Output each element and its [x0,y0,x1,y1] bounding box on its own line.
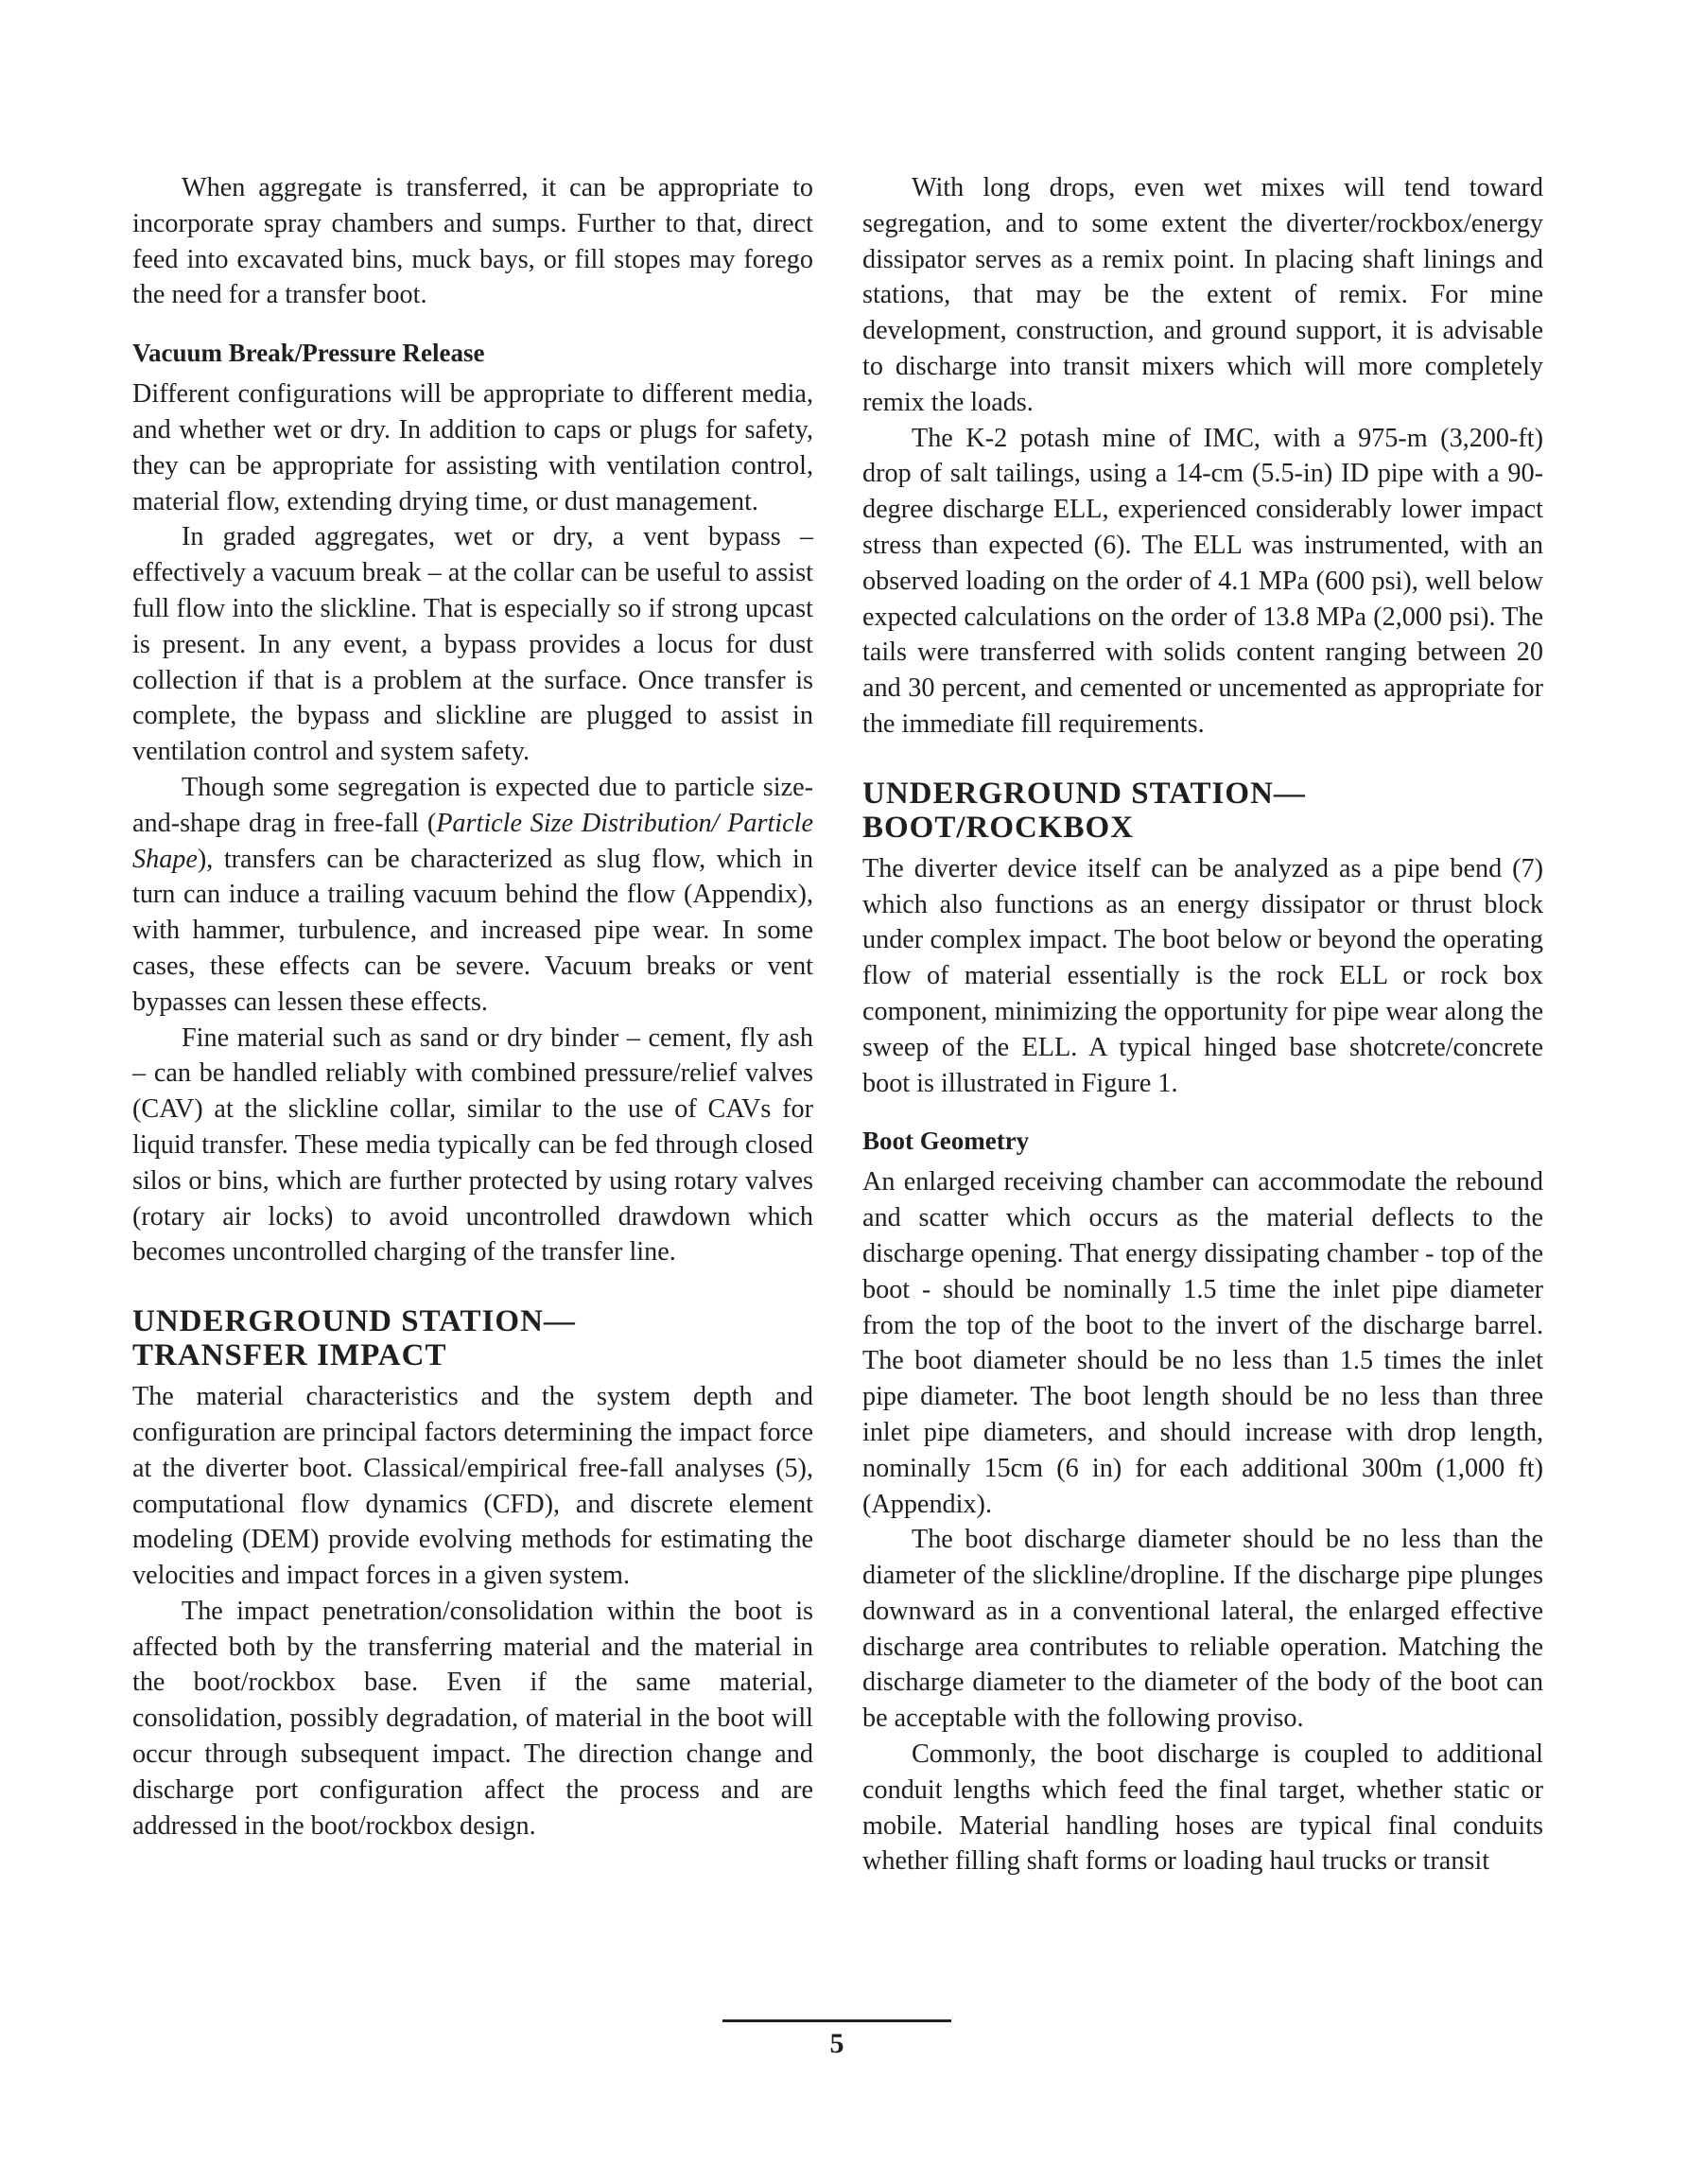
footer-rule [722,2019,951,2022]
paragraph: Different configurations will be appropriate to different media, and whether wet or dry. In addition to caps or plugs for safety, they can be appropriate for assisting with ventilation control, material flow, extending drying time, or dust management. [132,379,813,516]
paragraph: Commonly, the boot discharge is coupled to additional conduit lengths which feed the final target, whether static or mobile. Material handling hoses are typical final conduits whether filling shaft forms or loading haul trucks or transit [862,1739,1543,1877]
section-heading-line: UNDERGROUND STATION— [132,1304,576,1339]
page-number: 5 [829,2028,844,2059]
paragraph-text: Though some segregation is expected due to particle size-and-shape drag in free-fall ( [132,772,813,838]
section-heading-boot-rockbox [862,777,1543,845]
paragraph [132,770,813,1021]
paragraph: When aggregate is transferred, it can be appropriate to incorporate spray chambers and sumps. Further to that, direct feed into excavated bins, muck bays, or fill stopes may forego the need for a transfer boot. [132,173,813,310]
right-column [862,170,1543,1879]
section-heading-line: UNDERGROUND STATION— [862,776,1306,811]
paragraph: In graded aggregates, wet or dry, a vent bypass – effectively a vacuum break – at the collar can be useful to assist full flow into the slickline. That is especially so if strong upcast is present. In any event, a bypass provides a locus for dust collection if that is a problem at the surface. Once transfer is complete, the bypass and slickline are plugged to assist in ventilation control and system safety. [132,522,813,767]
section-heading-transfer-impact [132,1304,813,1372]
paragraph: An enlarged receiving chamber can accommodate the rebound and scatter which occurs as the material deflects to the discharge opening. That energy dissipating chamber - top of the boot - should be nominally 1.5 time the inlet pipe diameter from the top of the boot to the invert of the discharge barrel. The boot diameter should be no less than 1.5 times the inlet pipe diameter. The boot length should be no less than three inlet pipe diameters, and should increase with drop length, nominally 15cm (6 in) for each additional 300m (1,000 ft) (Appendix). [862,1167,1543,1519]
paragraph-italic-text: Particle Size Distribution/ Particle Shape [132,808,813,874]
paragraph-text: ), transfers can be characterized as slug flow, which in turn can induce a trailing vacuum behind the flow (Appendix), with hammer, turbulence, and increased pipe wear. In some cases, these effects can be severe. Vacuum breaks or vent bypasses can lessen these effects. [132,844,813,1017]
paragraph: The diverter device itself can be analyzed as a pipe bend (7) which also functions as an energy dissipator or thrust block under complex impact. The boot below or beyond the operating flow of material essentially is the rock ELL or rock box component, minimizing the opportunity for pipe wear along the sweep of the ELL. A typical hinged base shotcrete/concrete boot is illustrated in Figure 1. [862,853,1543,1098]
paragraph: The impact penetration/consolidation within the boot is affected both by the transferring material and the material in the boot/rockbox base. Even if the same material, consolidation, possibly degradation, of material in the boot will occur through subsequent impact. The direction change and discharge port configuration affect the process and are addressed in the boot/rockbox design. [132,1596,813,1841]
paragraph: The material characteristics and the system depth and configuration are principal factors determining the impact force at the diverter boot. Classical/empirical free-fall analyses (5), computational flow dynamics (CFD), and discrete element modeling (DEM) provide evolving methods for estimating the velocities and impact forces in a given system. [132,1382,813,1591]
subheading-boot-geometry: Boot Geometry [862,1127,1030,1156]
section-heading-line: BOOT/ROCKBOX [862,810,1135,845]
left-column [132,170,813,1843]
paragraph: The boot discharge diameter should be no less than the diameter of the slickline/dropline. If the discharge pipe plunges downward as in a conventional lateral, the enlarged effective discharge area contributes to reliable operation. Matching the discharge diameter to the diameter of the body of the boot can be acceptable with the following proviso. [862,1525,1543,1734]
subheading-vacuum-break: Vacuum Break/Pressure Release [132,339,485,368]
paragraph: With long drops, even wet mixes will tend toward segregation, and to some extent the diverter/rockbox/energy dissipator serves as a remix point. In placing shaft linings and stations, that may be the extent of remix. For mine development, construction, and ground support, it is advisable to discharge into transit mixers which will more completely remix the loads. [862,173,1543,417]
section-heading-line: TRANSFER IMPACT [132,1338,447,1373]
paragraph: Fine material such as sand or dry binder – cement, fly ash – can be handled reliably with combined pressure/relief valves (CAV) at the slickline collar, similar to the use of CAVs for liquid transfer. These media typically can be fed through closed silos or bins, which are further protected by using rotary valves (rotary air locks) to avoid uncontrolled drawdown which becomes uncontrolled charging of the transfer line. [132,1022,813,1267]
paragraph: The K-2 potash mine of IMC, with a 975-m (3,200-ft) drop of salt tailings, using a 14-cm (5.5-in) ID pipe with a 90-degree discharge ELL, experienced considerably lower impact stress than expected (6). The ELL was instrumented, with an observed loading on the order of 4.1 MPa (600 psi), well below expected calculations on the order of 13.8 MPa (2,000 psi). The tails were transferred with solids content ranging between 20 and 30 percent, and cemented or uncemented as appropriate for the immediate fill requirements. [862,423,1543,739]
